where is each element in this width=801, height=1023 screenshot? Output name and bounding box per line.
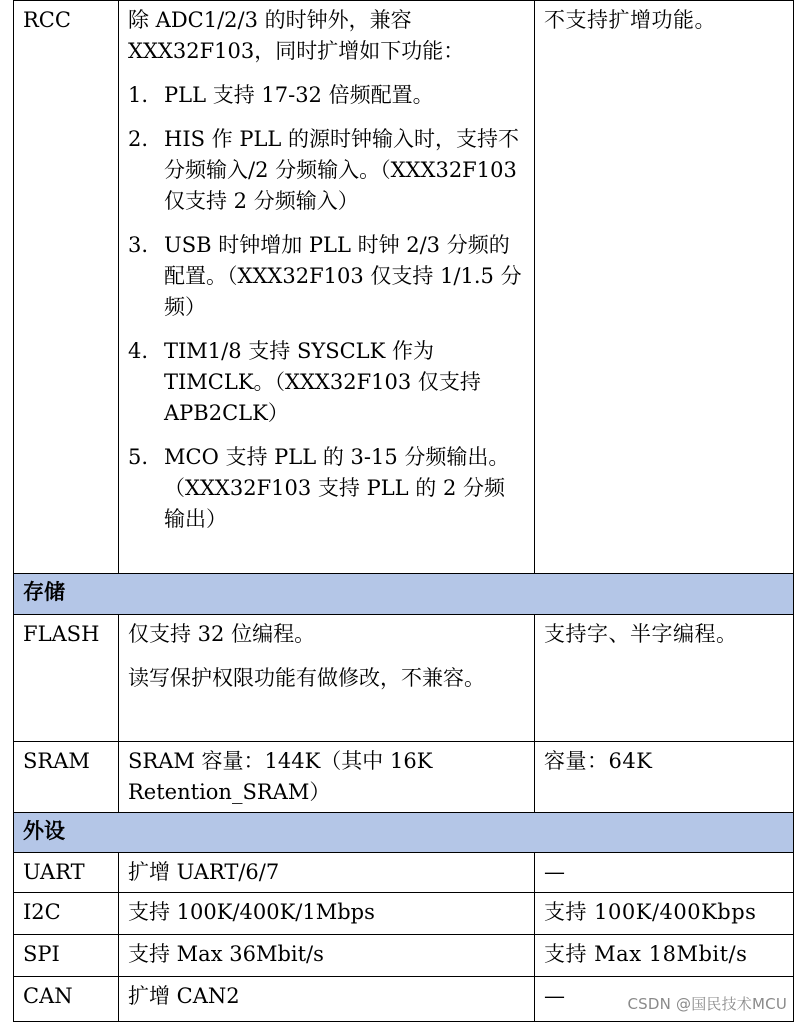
table-row-rcc — [14, 1, 794, 574]
compare-text: — — [544, 860, 566, 884]
spi-desc: 支持 Max 36Mbit/s — [128, 942, 324, 966]
description-cell — [119, 1, 535, 574]
list-item-text: HIS 作 PLL 的源时钟输入时，支持不分频输入/2 分频输入。（XXX32F103 仅支持 2 分频输入） — [164, 127, 520, 213]
table-row-flash — [14, 615, 794, 742]
list-item — [128, 442, 525, 535]
list-item-text: USB 时钟增加 PLL 时钟 2/3 分频的配置。（XXX32F103 仅支持 1/1.5 分频） — [164, 233, 522, 319]
row-name-cell — [14, 1, 119, 574]
list-item-number: 4. — [128, 339, 149, 363]
section-title: 存储 — [14, 574, 794, 615]
row-name-cell — [14, 615, 119, 742]
compare-cell — [535, 893, 794, 935]
table-row-uart — [14, 853, 794, 893]
row-name-cell — [14, 853, 119, 893]
table-row-spi — [14, 935, 794, 977]
compare-cell — [535, 615, 794, 742]
row-name-cell — [14, 935, 119, 977]
list-item-text: MCO 支持 PLL 的 3-15 分频输出。（XXX32F103 支持 PLL 的 2 分频输出） — [164, 445, 510, 531]
table-row-i2c — [14, 893, 794, 935]
compare-text: 容量：64K — [544, 749, 653, 773]
table-row-sram — [14, 742, 794, 813]
row-name-cell — [14, 977, 119, 1022]
sram-desc: SRAM 容量：144K（其中 16K Retention_SRAM） — [128, 749, 433, 804]
row-name-cell — [14, 893, 119, 935]
row-name-cell — [14, 742, 119, 813]
i2c-desc: 支持 100K/400K/1Mbps — [128, 900, 375, 924]
list-item-text: TIM1/8 支持 SYSCLK 作为 TIMCLK。（XXX32F103 仅支持 APB2CLK） — [164, 339, 481, 425]
section-header-storage — [14, 574, 794, 615]
list-item-number: 3. — [128, 233, 149, 257]
uart-desc: 扩增 UART/6/7 — [128, 860, 280, 884]
compare-text: 支持 100K/400Kbps — [544, 900, 757, 924]
can-desc: 扩增 CAN2 — [128, 984, 240, 1008]
compare-text: — — [544, 984, 566, 1008]
rcc-intro: 除 ADC1/2/3 的时钟外，兼容 XXX32F103，同时扩增如下功能： — [128, 8, 465, 63]
list-item — [128, 336, 525, 429]
list-item-number: 2. — [128, 127, 149, 151]
feature-comparison-table — [13, 0, 794, 1022]
description-cell — [119, 935, 535, 977]
compare-text: 支持 Max 18Mbit/s — [544, 942, 748, 966]
row-name: I2C — [23, 900, 61, 924]
watermark: CSDN @国民技术MCU — [627, 995, 787, 1013]
section-title: 外设 — [14, 813, 794, 853]
list-item-text: PLL 支持 17-32 倍频配置。 — [164, 83, 434, 107]
flash-line-2: 读写保护权限功能有做修改，不兼容。 — [128, 666, 485, 690]
list-item — [128, 80, 525, 111]
compare-text: 支持字、半字编程。 — [544, 622, 738, 646]
row-name: UART — [23, 860, 85, 884]
list-item — [128, 124, 525, 217]
section-header-peripheral — [14, 813, 794, 853]
row-name: RCC — [23, 8, 71, 32]
compare-cell — [535, 853, 794, 893]
description-cell — [119, 615, 535, 742]
list-item — [128, 230, 525, 323]
list-item-number: 5. — [128, 445, 149, 469]
rcc-feature-list — [128, 80, 525, 535]
compare-text: 不支持扩增功能。 — [544, 8, 716, 32]
compare-cell — [535, 935, 794, 977]
row-name: SPI — [23, 942, 60, 966]
flash-line-1: 仅支持 32 位编程。 — [128, 622, 316, 646]
compare-cell — [535, 1, 794, 574]
compare-cell — [535, 742, 794, 813]
list-item-number: 1. — [128, 83, 149, 107]
description-cell — [119, 742, 535, 813]
row-name: SRAM — [23, 749, 90, 773]
row-name: FLASH — [23, 622, 100, 646]
row-name: CAN — [23, 984, 73, 1008]
description-cell — [119, 977, 535, 1022]
description-cell — [119, 853, 535, 893]
description-cell — [119, 893, 535, 935]
